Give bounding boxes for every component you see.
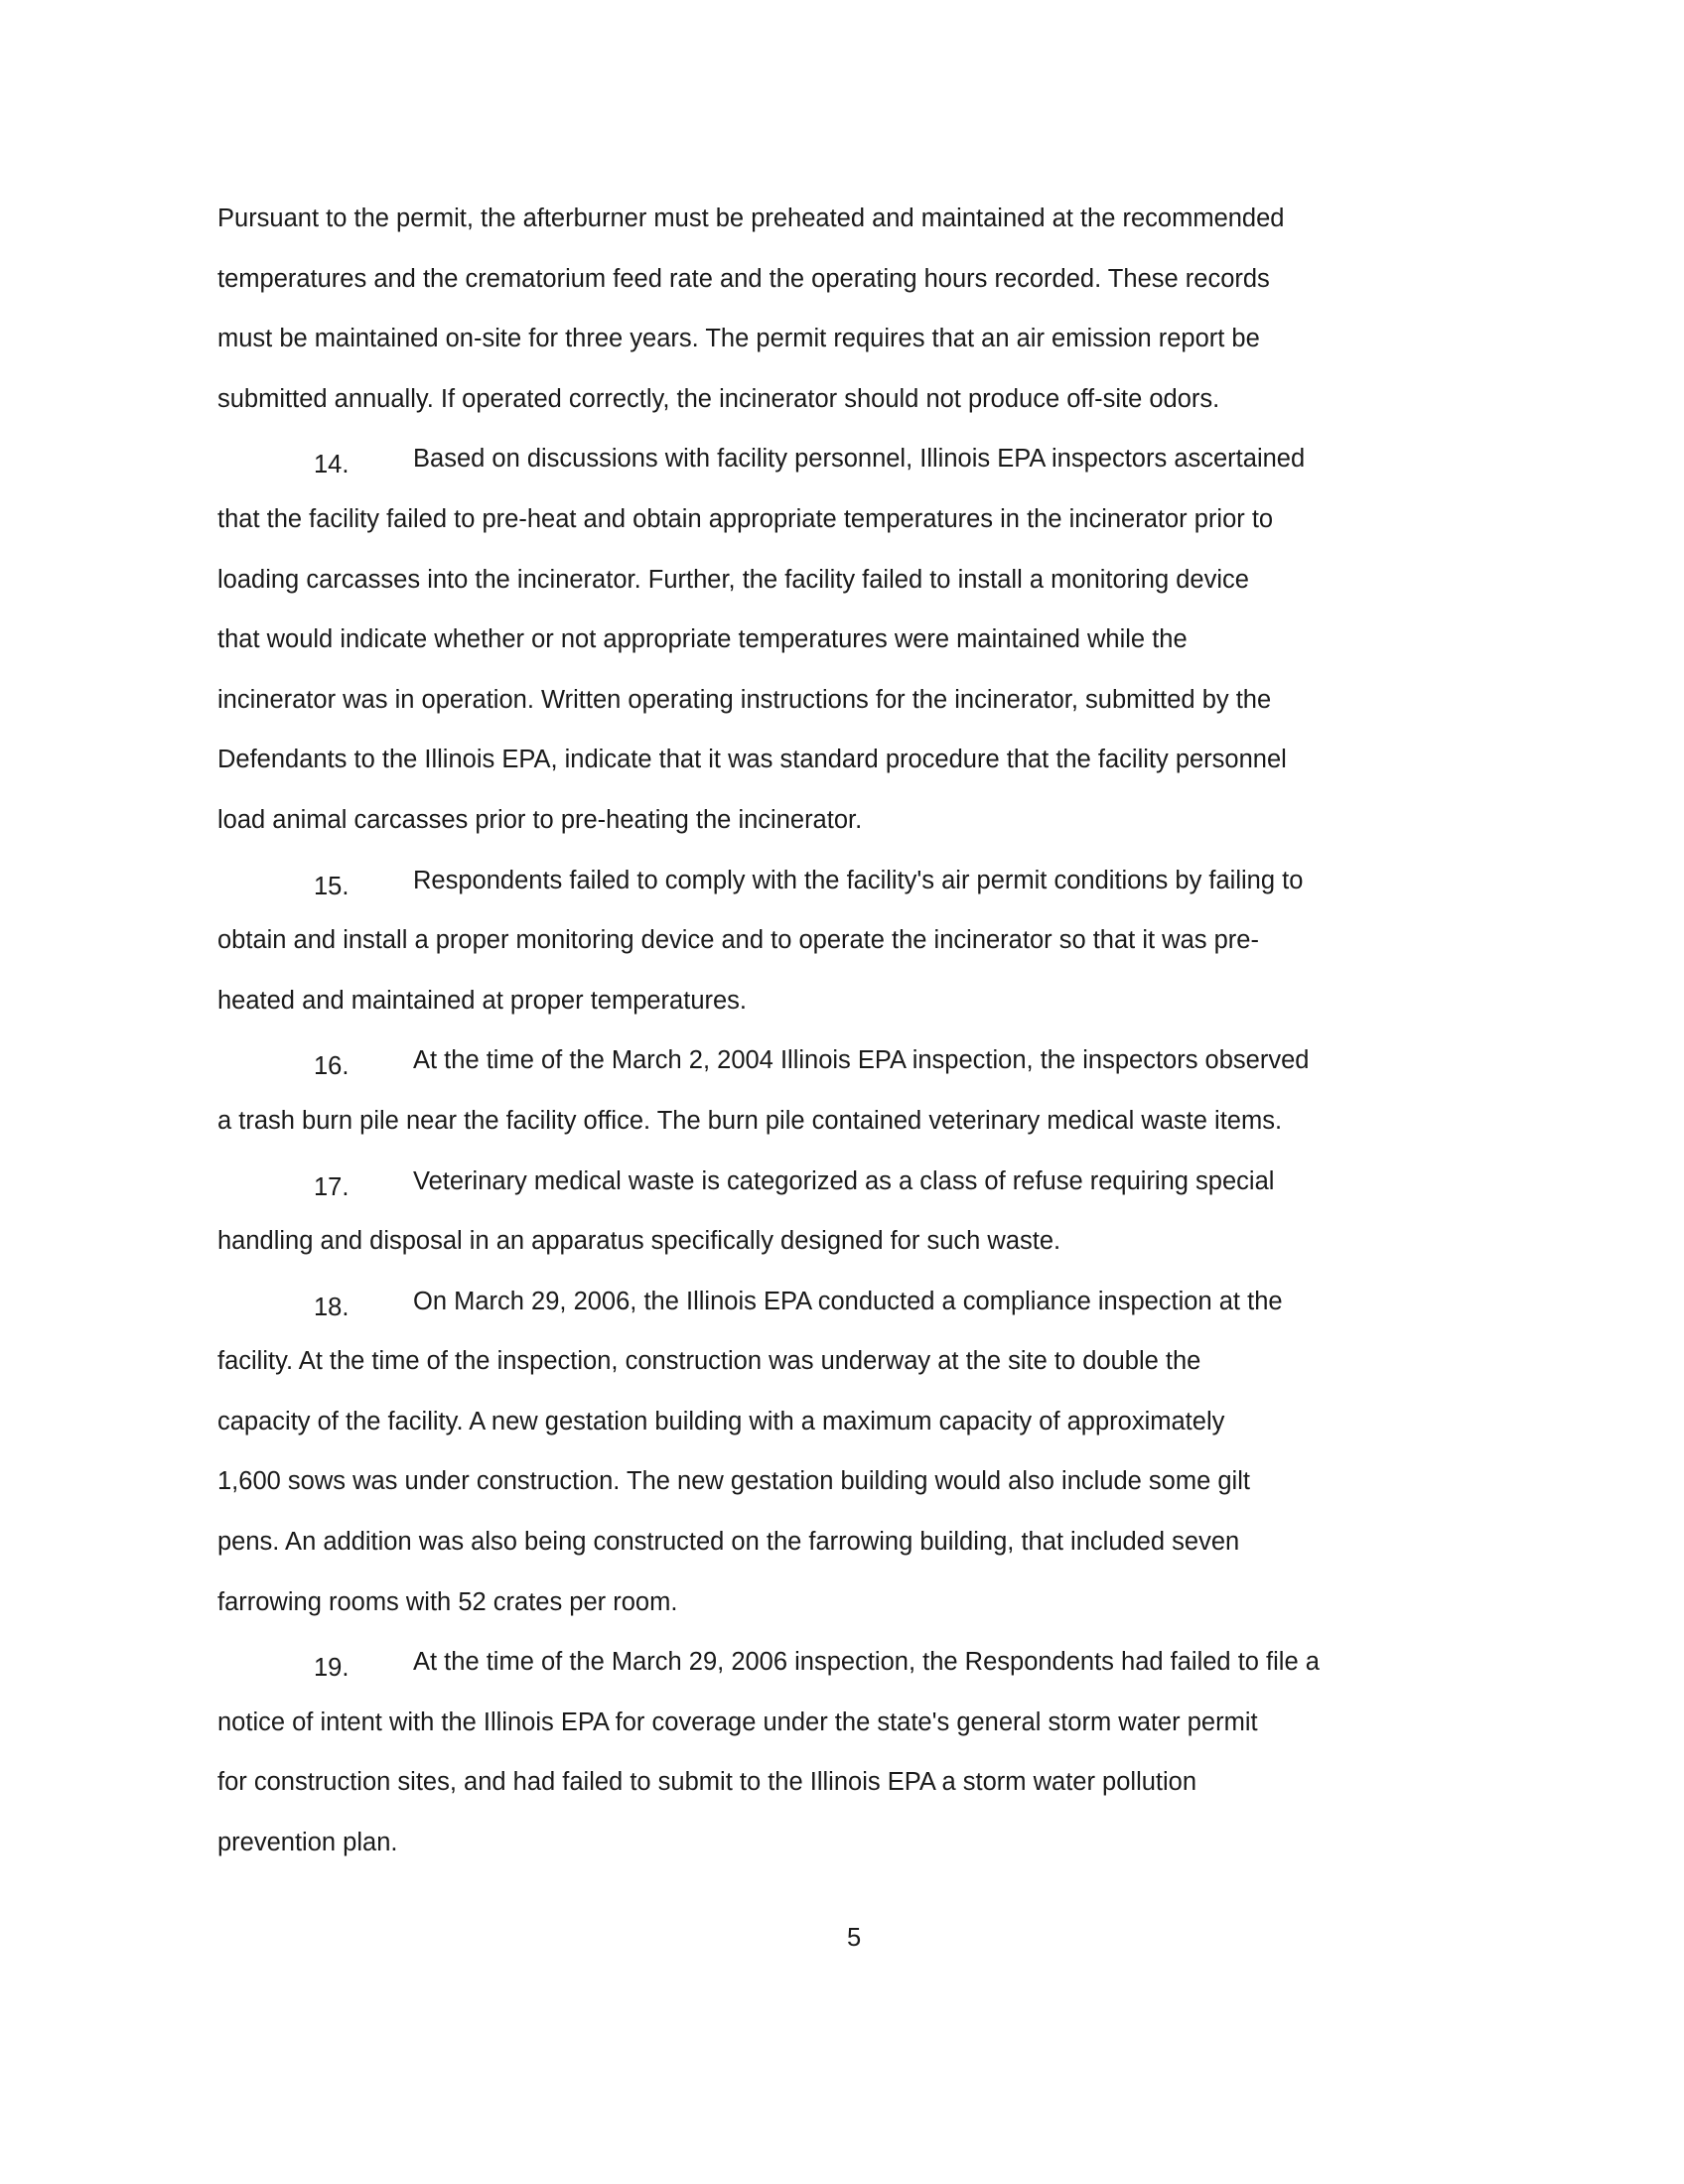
- numbered-paragraph: [217, 1152, 1508, 1272]
- paragraph-first-line: [217, 1030, 1508, 1091]
- text-line: farrowing rooms with 52 crates per room.: [217, 1587, 678, 1616]
- paragraph-first-line: [217, 1632, 1508, 1693]
- text-line: facility. At the time of the inspection, construction was underway at the site to double the: [217, 1347, 1201, 1376]
- text-line: pens. An addition was also being constructed on the farrowing building, that included seven: [217, 1528, 1240, 1557]
- text-line: notice of intent with the Illinois EPA for coverage under the state's general storm water permit: [217, 1707, 1258, 1736]
- text-line: for construction sites, and had failed to submit to the Illinois EPA a storm water pollution: [217, 1768, 1197, 1797]
- text-line: Pursuant to the permit, the afterburner must be preheated and maintained at the recommended: [217, 205, 1285, 232]
- numbered-paragraph: [217, 1272, 1508, 1633]
- page-number: 5: [847, 1924, 862, 1952]
- text-line: capacity of the facility. A new gestation building with a maximum capacity of approximately: [217, 1407, 1225, 1435]
- paragraph-first-line: [217, 1152, 1508, 1212]
- text-line: handling and disposal in an apparatus specifically designed for such waste.: [217, 1227, 1061, 1256]
- text-line: load animal carcasses prior to pre-heating the incinerator.: [217, 805, 863, 834]
- text-line: Defendants to the Illinois EPA, indicate that it was standard procedure that the facility personnel: [217, 746, 1287, 774]
- text-line: At the time of the March 29, 2006 inspection, the Respondents had failed to file a: [413, 1648, 1320, 1677]
- text-line: On March 29, 2006, the Illinois EPA conducted a compliance inspection at the: [413, 1287, 1283, 1315]
- text-line: loading carcasses into the incinerator. Further, the facility failed to install a monitoring device: [217, 565, 1249, 594]
- text-line: must be maintained on-site for three years. The permit requires that an air emission report be: [217, 325, 1260, 353]
- text-line: temperatures and the crematorium feed rate and the operating hours recorded. These records: [217, 264, 1270, 293]
- text-line: that would indicate whether or not appropriate temperatures were maintained while the: [217, 625, 1188, 654]
- text-line: submitted annually. If operated correctly, the incinerator should not produce off-site odors.: [217, 384, 1220, 413]
- text-line: that the facility failed to pre-heat and obtain appropriate temperatures in the incinerator prior to: [217, 504, 1274, 533]
- text-line: prevention plan.: [217, 1829, 398, 1857]
- text-line: At the time of the March 2, 2004 Illinois EPA inspection, the inspectors observed: [413, 1046, 1310, 1075]
- paragraph-number: 14.: [314, 451, 350, 479]
- text-line: Based on discussions with facility personnel, Illinois EPA inspectors ascertained: [413, 445, 1306, 474]
- paragraph-number: 18.: [314, 1293, 350, 1321]
- text-line: obtain and install a proper monitoring device and to operate the incinerator so that it was pre-: [217, 926, 1259, 955]
- numbered-paragraph: [217, 429, 1508, 850]
- paragraph-first-line: [217, 429, 1508, 489]
- paragraph-first-line: [217, 1272, 1508, 1332]
- paragraph-number: 15.: [314, 872, 350, 900]
- text-line: heated and maintained at proper temperatures.: [217, 986, 748, 1015]
- text-line: 1,600 sows was under construction. The new gestation building would also include some gilt: [217, 1467, 1250, 1496]
- paragraph-number: 17.: [314, 1172, 350, 1201]
- paragraph-number: 16.: [314, 1052, 350, 1081]
- paragraph-number: 19.: [314, 1654, 350, 1683]
- text-line: Respondents failed to comply with the facility's air permit conditions by failing to: [413, 866, 1304, 894]
- text-line: a trash burn pile near the facility office. The burn pile contained veterinary medical waste items.: [217, 1106, 1283, 1135]
- document-body: [217, 189, 1508, 1873]
- text-line: Veterinary medical waste is categorized as a class of refuse requiring special: [413, 1166, 1275, 1195]
- numbered-paragraph: [217, 1030, 1508, 1151]
- numbered-paragraph: [217, 851, 1508, 1031]
- numbered-paragraph: [217, 1632, 1508, 1872]
- paragraph-first-line: [217, 851, 1508, 911]
- text-line: incinerator was in operation. Written operating instructions for the incinerator, submitted by the: [217, 685, 1272, 714]
